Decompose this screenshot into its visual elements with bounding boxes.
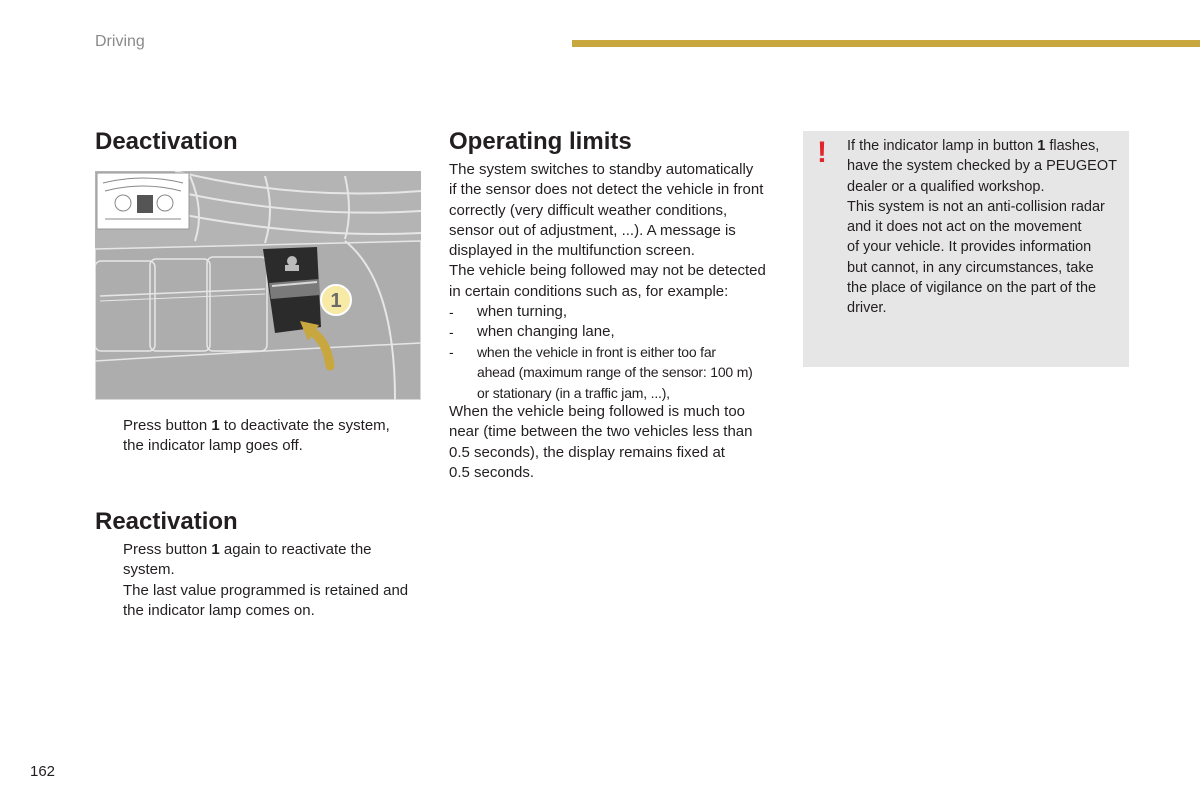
reactivation-heading: Reactivation	[95, 508, 238, 535]
list-item: when turning,	[477, 303, 568, 320]
list-item: when the vehicle in front is either too far ahead (maximum range of the sensor: 100 m) or stationary (in a traffic jam, ...),	[477, 344, 753, 401]
warning-box	[803, 131, 1129, 367]
operating-limits-outro: When the vehicle being followed is much too near (time between the two vehicles less than 0.5 seconds), the display remains fixed at 0.5 seconds.	[449, 403, 753, 481]
reactivation-instruction: Press button 1 again to reactivate the system. The last value programmed is retained and the indicator lamp comes on.	[123, 541, 409, 619]
header-accent-bar	[572, 40, 1200, 47]
section-label: Driving	[95, 33, 145, 50]
deactivation-heading: Deactivation	[95, 128, 238, 155]
dashboard-drawing	[95, 171, 421, 400]
warning-icon: !	[817, 136, 827, 169]
callout-number: 1	[330, 290, 342, 312]
list-dash: -	[449, 304, 454, 320]
list-dash: -	[449, 324, 454, 340]
button-illustration	[95, 171, 421, 400]
operating-limits-heading: Operating limits	[449, 128, 632, 155]
operating-limits-intro: The system switches to standby automatically if the sensor does not detect the vehicle in front correctly (very difficult weather conditions, sensor out of adjustment, ...). A message is displayed in the multifunction screen. The vehicle being followed may not be detected in certain conditions such as, for example:	[449, 161, 766, 300]
list-item: when changing lane,	[477, 323, 615, 340]
warning-text: If the indicator lamp in button 1 flashes, have the system checked by a PEUGEOT dealer or a qualified workshop. This system is not an anti-collision radar and it does not act on the movement of your vehicle. It provides information but cannot, in any circumstances, take the place of vigilance on the part of the driver.	[847, 138, 1117, 317]
page-number: 162	[30, 763, 56, 780]
list-dash: -	[449, 344, 454, 360]
deactivation-instruction: Press button 1 to deactivate the system, the indicator lamp goes off.	[123, 417, 390, 455]
